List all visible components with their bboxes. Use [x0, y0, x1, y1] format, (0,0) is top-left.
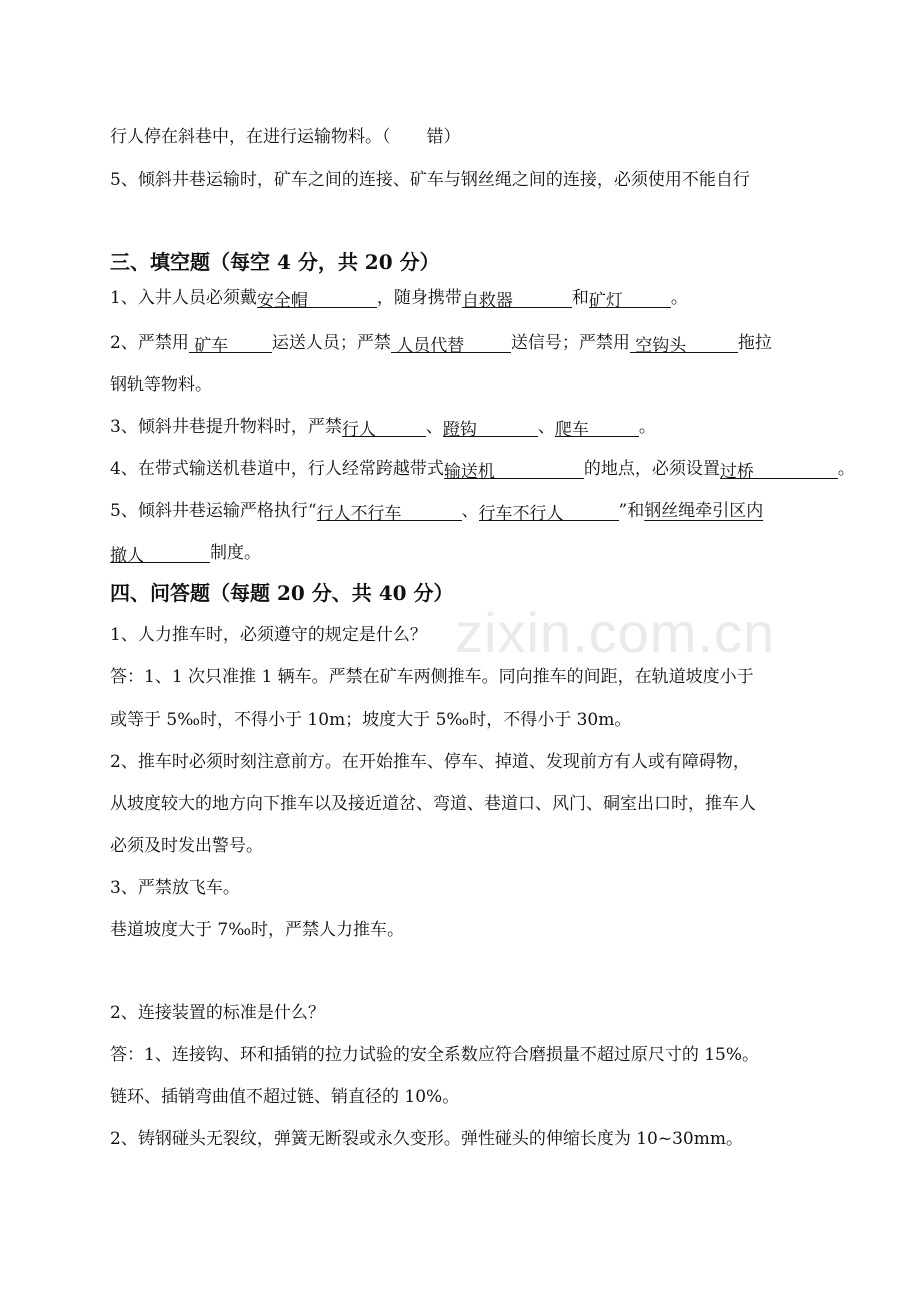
fill-q4-text2: 的地点，必须设置 [583, 459, 720, 479]
fill-q4-answer2: 过桥 [719, 462, 754, 482]
fill-q5-end: 制度。 [210, 543, 261, 563]
qa-line: 2、连接装置的标准是什么？ [110, 1003, 325, 1023]
tf-q4-close: ） [443, 127, 461, 147]
fill-q3-blank3 [554, 418, 639, 440]
fill-q2-blank2 [391, 334, 511, 356]
qa-line: 巷道坡度大于 7‰时，严禁人力推车。 [110, 920, 405, 940]
watermark: zixin.com.cn [455, 601, 776, 664]
qa-line: 1、人力推车时，必须遵守的规定是什么？ [110, 625, 427, 645]
fill-q3-blank1 [341, 418, 426, 440]
fill-q3-text: 3、倾斜井巷提升物料时，严禁 [110, 417, 342, 437]
fill-q2-text4: 拖拉 [737, 333, 772, 353]
fill-q5-answer3: 钢丝绳牵引区内 [644, 501, 764, 521]
fill-q4-text: 4、在带式输送机巷道中，行人经常跨越带式 [110, 459, 444, 479]
fill-q2-text2: 运送人员；严禁 [271, 333, 391, 353]
fill-q4-end: 。 [837, 459, 855, 479]
fill-q2-continuation: 钢轨等物料。 [110, 375, 212, 395]
fill-q1 [110, 286, 688, 310]
fill-q3-answer3: 爬车 [554, 420, 589, 440]
fill-q5-continuation [110, 541, 261, 565]
fill-q3 [110, 415, 656, 439]
fill-q5-text: 5、倾斜井巷运输严格执行“ [110, 501, 317, 521]
fill-q4-blank2 [719, 460, 838, 482]
qa-line: 必须及时发出警号。 [110, 836, 263, 856]
fill-q5-blank2 [478, 502, 619, 524]
fill-q2-text: 2、严禁用 [110, 333, 189, 353]
qa-line: 2、推车时必须时刻注意前方。在开始推车、停车、掉道、发现前方有人或有障碍物， [110, 752, 750, 772]
fill-q5 [110, 499, 763, 523]
fill-q5-sep: 、 [461, 501, 479, 521]
qa-line: 或等于 5‰时，不得小于 10m；坡度大于 5‰时，不得小于 30m。 [110, 710, 632, 730]
fill-q1-blank3 [588, 289, 671, 311]
qa-line: 答：1、连接钩、环和插销的拉力试验的安全系数应符合磨损量不超过原尺寸的 15%。 [110, 1045, 760, 1065]
fill-q4-blank1 [443, 460, 584, 482]
fill-q2-answer3: 空钩头 [635, 336, 687, 356]
fill-q1-text: 1、入井人员必须戴 [110, 288, 257, 308]
fill-q2 [110, 331, 772, 355]
fill-q3-answer2: 蹬钩 [442, 420, 477, 440]
fill-q1-answer2: 自救器 [461, 291, 513, 311]
qa-line: 2、铸钢碰头无裂纹，弹簧无断裂或永久变形。弹性碰头的伸缩长度为 10~30mm。 [110, 1129, 743, 1149]
fill-q2-text3: 送信号；严禁用 [510, 333, 630, 353]
fill-q1-text3: 和 [571, 288, 589, 308]
tf-q4-answer: 错 [426, 127, 444, 147]
fill-q5-answer1: 行人不行车 [316, 504, 402, 524]
fill-q2-answer2: 人员代替 [396, 336, 465, 356]
fill-q5-blank1 [316, 502, 462, 524]
fill-q3-sep2: 、 [537, 417, 555, 437]
fill-q3-sep1: 、 [425, 417, 443, 437]
fill-q2-answer1: 矿车 [194, 336, 229, 356]
fill-q1-blank1 [256, 289, 377, 311]
fill-q1-end: 。 [670, 288, 688, 308]
fill-q5-blank4 [110, 544, 210, 566]
fill-q1-text2: ，随身携带 [376, 288, 462, 308]
tf-q4-text: 行人停在斜巷中，在进行运输物料。（ [110, 127, 391, 147]
qa-line: 答：1、1 次只准推 1 辆车。严禁在矿车两侧推车。同向推车的间距，在轨道坡度小于 [110, 667, 754, 687]
tf-q5: 5、倾斜井巷运输时，矿车之间的连接、矿车与钢丝绳之间的连接，必须使用不能自行 [110, 170, 750, 190]
fill-q4 [110, 457, 855, 481]
qa-line: 从坡度较大的地方向下推车以及接近道岔、弯道、巷道口、风门、硐室出口时，推车人 [110, 794, 756, 814]
fill-q1-answer3: 矿灯 [588, 291, 623, 311]
fill-q3-answer1: 行人 [341, 420, 376, 440]
section3-title: 三、填空题（每空 4 分，共 20 分） [110, 250, 440, 274]
fill-q3-blank2 [442, 418, 538, 440]
fill-q4-answer1: 输送机 [443, 462, 495, 482]
fill-q2-blank1 [189, 334, 272, 356]
fill-q5-text2: ”和 [618, 501, 645, 521]
fill-q5-answer2: 行车不行人 [478, 504, 564, 524]
fill-q2-blank3 [630, 334, 738, 356]
fill-q1-blank2 [461, 289, 572, 311]
fill-q1-answer1: 安全帽 [256, 291, 308, 311]
tf-q4-continuation [110, 125, 461, 149]
fill-q3-end: 。 [638, 417, 656, 437]
section4-title: 四、问答题（每题 20 分、共 40 分） [110, 581, 454, 605]
fill-q5-answer4: 撤人 [110, 546, 144, 566]
qa-line: 3、严禁放飞车。 [110, 878, 240, 898]
qa-line: 链环、插销弯曲值不超过链、销直径的 10%。 [110, 1087, 460, 1107]
